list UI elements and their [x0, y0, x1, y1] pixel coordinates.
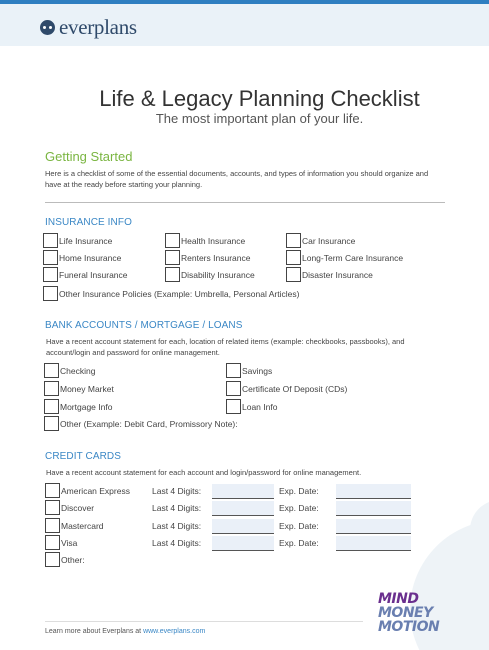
checkbox-car-insurance[interactable]	[286, 233, 355, 248]
page-subtitle: The most important plan of your life.	[155, 111, 364, 126]
credit-row-visa	[45, 535, 445, 551]
checkbox-box[interactable]	[43, 267, 58, 282]
exp-date-field[interactable]	[336, 501, 411, 516]
checkbox-box[interactable]	[43, 286, 58, 301]
checkbox-label: Certificate Of Deposit (CDs)	[242, 383, 348, 394]
checkbox-box[interactable]	[165, 233, 180, 248]
checkbox-other-insurance[interactable]	[43, 286, 299, 301]
exp-date-label: Exp. Date:	[279, 503, 319, 513]
credit-row-other	[45, 552, 445, 568]
exp-date-field[interactable]	[336, 536, 411, 551]
checkbox-label: Mortgage Info	[60, 401, 113, 412]
getting-started-text: Here is a checklist of some of the essential documents, accounts, and types of information you should organize and have at the ready before starting your planning.	[45, 169, 429, 189]
checkbox-label: Money Market	[60, 383, 114, 394]
checkbox-savings[interactable]	[226, 363, 272, 378]
logo-line-2: MONEY	[378, 605, 433, 621]
checkbox-label: Disaster Insurance	[302, 269, 373, 280]
checkbox-checking[interactable]	[44, 363, 95, 378]
checkbox-box[interactable]	[45, 552, 60, 567]
checkbox-label: Other:	[61, 554, 85, 565]
getting-started-heading: Getting Started	[45, 149, 133, 164]
checkbox-box[interactable]	[45, 500, 60, 515]
checkbox-label: Checking	[60, 365, 96, 376]
checkbox-label: Savings	[242, 365, 273, 376]
exp-date-label: Exp. Date:	[279, 521, 319, 531]
checkbox-label: Mastercard	[61, 520, 104, 531]
checkbox-label: Health Insurance	[181, 235, 246, 246]
exp-date-field[interactable]	[336, 519, 411, 534]
credit-row-american-express	[45, 483, 445, 499]
checkbox-box[interactable]	[165, 250, 180, 265]
logo-line-1: MIND	[378, 591, 419, 607]
checkbox-label: Discover	[61, 502, 95, 513]
checkbox-box[interactable]	[44, 416, 59, 431]
checkbox-box[interactable]	[44, 381, 59, 396]
last-digits-field[interactable]	[212, 501, 274, 516]
last-digits-label: Last 4 Digits:	[152, 521, 202, 531]
checkbox-label: Renters Insurance	[181, 252, 251, 263]
exp-date-label: Exp. Date:	[279, 538, 319, 548]
footer-text: Learn more about Everplans at	[45, 628, 144, 635]
checkbox-label: Other (Example: Debit Card, Promissory Note):	[60, 418, 238, 429]
checkbox-health-insurance[interactable]	[165, 233, 245, 248]
bank-description: Have a recent account statement for each, location of related items (example: checkbooks, passbooks), and account/login and password for online management.	[46, 337, 405, 357]
checkbox-box[interactable]	[286, 233, 301, 248]
checkbox-certificate-of-deposit[interactable]	[226, 381, 347, 396]
logo-line-3: MOTION	[378, 619, 440, 635]
checkbox-label: Life Insurance	[59, 235, 113, 246]
checkbox-box[interactable]	[226, 399, 241, 414]
credit-description: Have a recent account statement for each account and login/password for online management.	[46, 468, 362, 477]
checkbox-box[interactable]	[286, 267, 301, 282]
checkbox-funeral-insurance[interactable]	[43, 267, 128, 282]
checkbox-box[interactable]	[45, 483, 60, 498]
checkbox-home-insurance[interactable]	[43, 250, 121, 265]
checkbox-label: Home Insurance	[59, 252, 122, 263]
credit-row-discover	[45, 500, 445, 516]
checkbox-label: Loan Info	[242, 401, 278, 412]
checkbox-label: Visa	[61, 537, 78, 548]
bank-heading: BANK ACCOUNTS / MORTGAGE / LOANS	[45, 320, 243, 331]
footer	[45, 628, 205, 635]
checkbox-loan-info[interactable]	[226, 399, 277, 414]
footer-link[interactable]: www.everplans.com	[143, 628, 206, 635]
checkbox-box[interactable]	[44, 363, 59, 378]
last-digits-field[interactable]	[212, 536, 274, 551]
last-digits-label: Last 4 Digits:	[152, 538, 202, 548]
brand-name: everplans	[59, 15, 137, 39]
last-digits-field[interactable]	[212, 519, 274, 534]
checkbox-discover[interactable]	[45, 500, 94, 515]
page-title: Life & Legacy Planning Checklist	[99, 86, 420, 111]
header-band	[0, 4, 489, 46]
checkbox-label: Other Insurance Policies (Example: Umbrella, Personal Articles)	[59, 288, 300, 299]
last-digits-field[interactable]	[212, 484, 274, 499]
checkbox-money-market[interactable]	[44, 381, 114, 396]
checkbox-box[interactable]	[44, 399, 59, 414]
last-digits-label: Last 4 Digits:	[152, 486, 202, 496]
checkbox-label: Funeral Insurance	[59, 269, 128, 280]
insurance-heading: INSURANCE INFO	[45, 217, 132, 228]
checkbox-box[interactable]	[165, 267, 180, 282]
checkbox-visa[interactable]	[45, 535, 77, 550]
footer-divider	[45, 621, 363, 622]
exp-date-label: Exp. Date:	[279, 486, 319, 496]
checkbox-american-express[interactable]	[45, 483, 130, 498]
last-digits-label: Last 4 Digits:	[152, 503, 202, 513]
checkbox-disaster-insurance[interactable]	[286, 267, 373, 282]
checkbox-label: Long-Term Care Insurance	[302, 252, 404, 263]
checkbox-box[interactable]	[45, 535, 60, 550]
checkbox-disability-insurance[interactable]	[165, 267, 255, 282]
checkbox-label: Car Insurance	[302, 235, 356, 246]
exp-date-field[interactable]	[336, 484, 411, 499]
checkbox-box[interactable]	[43, 250, 58, 265]
checkbox-box[interactable]	[286, 250, 301, 265]
everplans-logo[interactable]	[40, 15, 137, 40]
checkbox-label: Disability Insurance	[181, 269, 255, 280]
checkbox-label: American Express	[61, 485, 130, 496]
checkbox-other-bank[interactable]	[44, 416, 238, 431]
checkbox-box[interactable]	[43, 233, 58, 248]
credit-heading: CREDIT CARDS	[45, 451, 122, 462]
checkbox-renters-insurance[interactable]	[165, 250, 250, 265]
everplans-logo-icon	[40, 20, 55, 35]
checkbox-box[interactable]	[226, 363, 241, 378]
checkbox-box[interactable]	[226, 381, 241, 396]
checkbox-mortgage-info[interactable]	[44, 399, 112, 414]
checkbox-other-card[interactable]	[45, 552, 85, 567]
mind-money-motion-logo	[378, 592, 439, 634]
credit-row-mastercard	[45, 518, 445, 534]
checkbox-life-insurance[interactable]	[43, 233, 112, 248]
checkbox-box[interactable]	[45, 518, 60, 533]
checkbox-mastercard[interactable]	[45, 518, 104, 533]
checkbox-long-term-care-insurance[interactable]	[286, 250, 403, 265]
section-divider	[45, 202, 445, 203]
